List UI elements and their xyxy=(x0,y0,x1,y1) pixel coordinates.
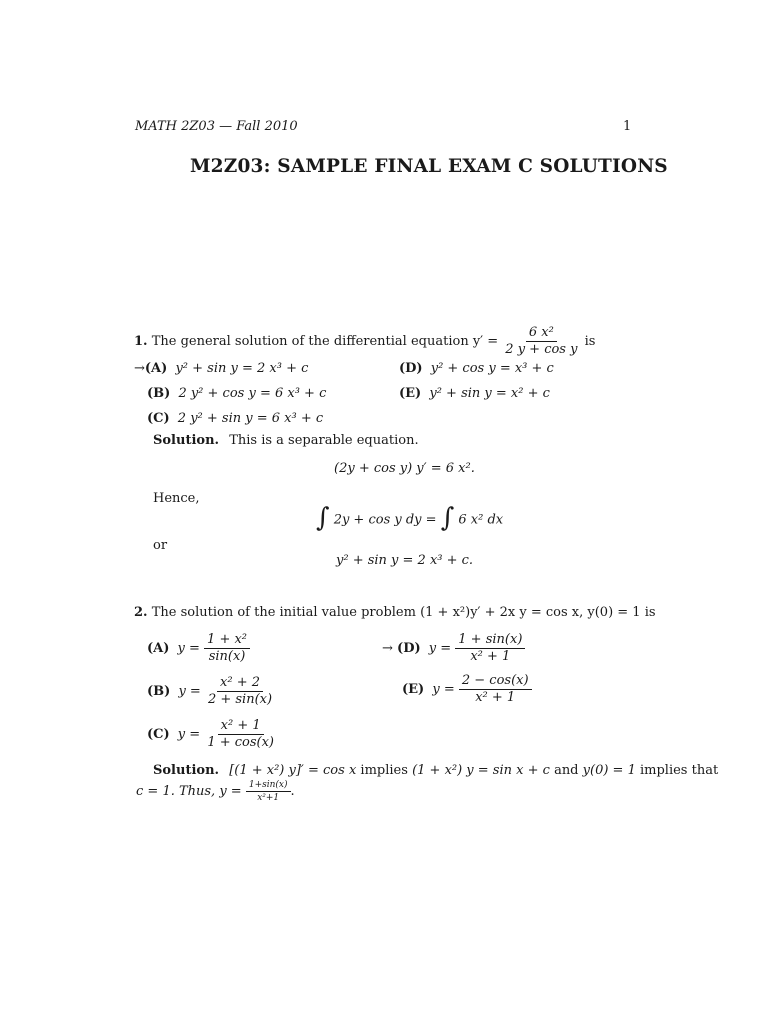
q1-or-text: or xyxy=(153,538,168,553)
q2-option-d: → (D) y = $\frac{1 + \sin(x)}{\text{x² + 1}}$ xyxy=(382,633,525,664)
page-number: 1 xyxy=(623,119,632,134)
q1-option-b: (B) 2 y² + cos y = 6 x³ + c xyxy=(147,386,327,401)
q1-equation-fraction: $\frac{\text{6 x²}}{\text{2 y + cos y}}$ xyxy=(505,325,578,357)
page-title: M2Z03: SAMPLE FINAL EXAM C SOLUTIONS xyxy=(190,156,668,177)
q2-solution-line-2: c = 1. Thus, y = $\frac{1+\sin(x)}{\text{x²+1}}$ . xyxy=(136,780,295,803)
q1-equation-separated: (2y + cos y) y′ = 6 x². xyxy=(334,461,475,476)
correct-answer-arrow-icon: → xyxy=(382,641,393,656)
q1-solution-intro: Solution. This is a separable equation. xyxy=(153,433,419,448)
question-2-prompt: 2. The solution of the initial value problem (1 + x²)y′ + 2x y = cos x, y(0) = 1 is xyxy=(134,605,656,620)
q1-general-solution: y² + sin y = 2 x³ + c. xyxy=(336,553,474,568)
q1-hence-text: Hence, xyxy=(153,491,200,506)
q2-option-b: (B) y = $\frac{\text{x² + 2}}{2 + \sin(x)}$ xyxy=(147,675,273,707)
q2-option-e: (E) y = $\frac{2 - \cos(x)}{\text{x² + 1}}$ xyxy=(402,674,532,705)
q2-option-a: (A) y = $\frac{\text{1 + x²}}{\sin(x)}$ xyxy=(147,633,250,664)
q2-option-c: (C) y = $\frac{\text{x² + 1}}{1 + \cos(x)}$ xyxy=(147,718,274,750)
question-2-number: 2. xyxy=(134,605,148,620)
correct-answer-arrow-icon: → xyxy=(134,361,145,376)
integral-sign-icon: ∫ xyxy=(316,503,330,533)
q1-option-e: (E) y² + sin y = x² + c xyxy=(399,386,550,401)
q2-solution-line-1: Solution. [(1 + x²) y]′ = cos x implies (1 + x²) y = sin x + c and y(0) = 1 implies that xyxy=(153,763,719,778)
q1-integral-equation: ∫ 2y + cos y dy = ∫ 6 x² dx xyxy=(316,503,504,533)
running-header: MATH 2Z03 — Fall 2010 xyxy=(135,119,298,134)
question-1-number: 1. xyxy=(134,334,148,349)
q1-option-d: (D) y² + cos y = x³ + c xyxy=(399,361,554,376)
q1-option-c: (C) 2 y² + sin y = 6 x³ + c xyxy=(147,411,324,426)
integral-sign-icon: ∫ xyxy=(440,503,455,533)
question-1-prompt: 1. The general solution of the differential equation y′ = $\frac{\text{6 x²}}{\text{2 y + cos y}}$ is xyxy=(134,325,596,357)
q1-option-a: →(A) y² + sin y = 2 x³ + c xyxy=(134,361,309,376)
